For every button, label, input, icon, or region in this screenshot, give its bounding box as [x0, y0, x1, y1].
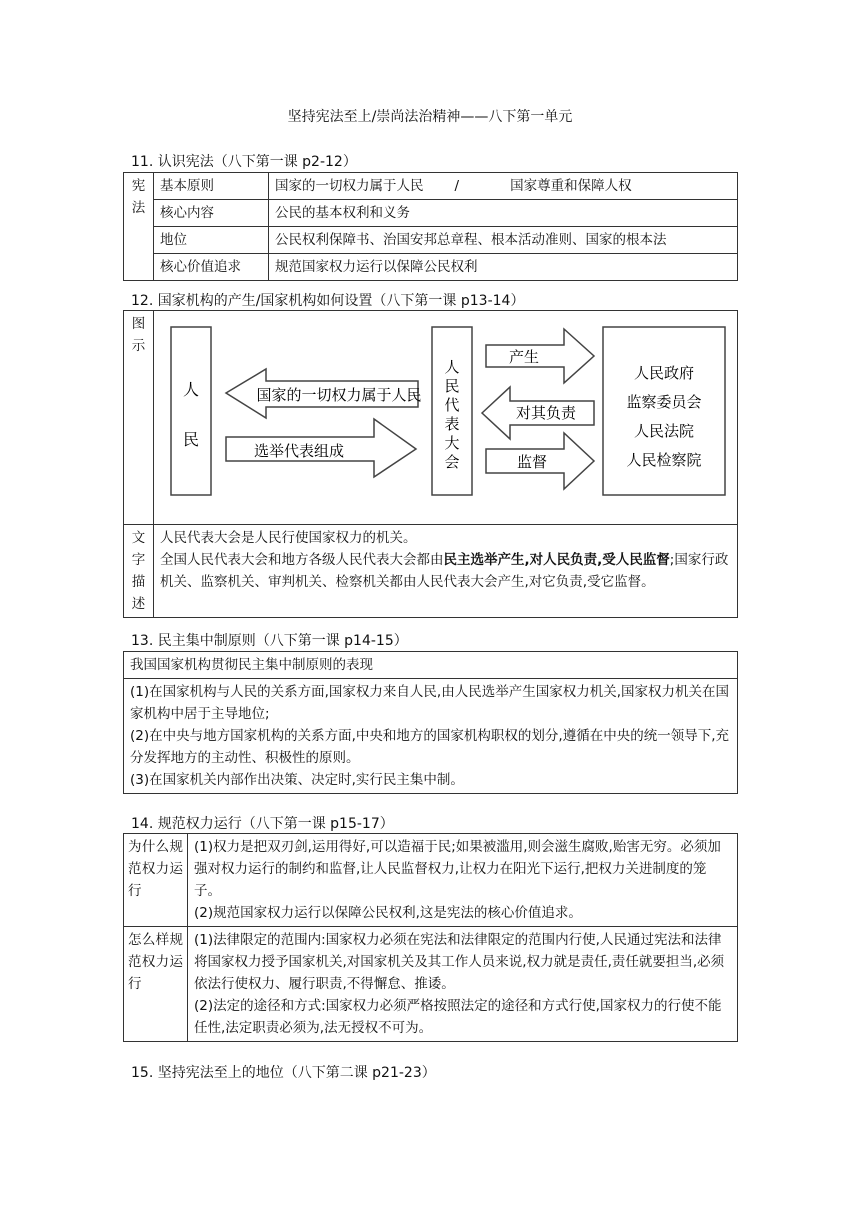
organ-label: 人民法院 [633, 422, 695, 440]
state-organs-diagram [154, 311, 738, 517]
congress-char: 表 [444, 415, 460, 433]
row-key: 地位 [154, 227, 269, 254]
congress-char: 民 [444, 377, 460, 395]
arrow-produce-label: 产生 [508, 348, 540, 366]
why-content: (1)权力是把双刃剑,运用得好,可以造福于民;如果被滥用,则会滋生腐败,贻害无穷。必须加强对权力运行的制约和监督,让人民监督权力,让权力在阳光下运行,把权力关进制度的笼子。 (2)规范国家权力运行以保障公民权利,这是宪法的核心价值追求。 [188, 834, 738, 927]
text-description: 人民代表大会是人民行使国家权力的机关。 全国人民代表大会和地方各级人民代表大会都由民主选举产生,对人民负责,受人民监督;国家行政机关、监察机关、审判机关、检察机关都由人民代表大会产生,对它负责,受它监督。 [154, 525, 738, 618]
state-organs-table [123, 310, 738, 618]
section-14-title: 14. 规范权力运行（八下第一课 p15-17） [131, 816, 394, 832]
people-char-1: 人 [182, 380, 200, 399]
table-header: 我国国家机构贯彻民主集中制原则的表现 [124, 652, 738, 679]
power-regulation-table [123, 833, 738, 1042]
row-value: 国家的一切权力属于人民 / 国家尊重和保障人权 [269, 173, 738, 200]
congress-char: 大 [444, 434, 460, 452]
organ-label: 人民政府 [633, 364, 695, 382]
diagram-side-label: 图 示 [124, 311, 154, 525]
how-label: 怎么样规范权力运行 [124, 927, 188, 1042]
constitution-table [123, 172, 738, 281]
row-value: 规范国家权力运行以保障公民权利 [269, 254, 738, 281]
row-key: 核心内容 [154, 200, 269, 227]
arrow-supervise-label: 监督 [516, 453, 548, 471]
section-12-title: 12. 国家机构的产生/国家机构如何设置（八下第一课 p13-14） [131, 293, 525, 309]
congress-char: 代 [444, 396, 460, 414]
page-title: 坚持宪法至上/崇尚法治精神——八下第一单元 [287, 109, 573, 125]
democratic-centralism-table [123, 651, 738, 794]
arrow-right-label: 选举代表组成 [253, 442, 345, 460]
row-key: 基本原则 [154, 173, 269, 200]
how-content: (1)法律限定的范围内:国家权力必须在宪法和法律限定的范围内行使,人民通过宪法和法律将国家权力授予国家机关,对国家机关及其工作人员来说,权力就是责任,责任就要担当,必须依法行使权力、履行职责,不得懈怠、推诿。 (2)法定的途径和方式:国家权力必须严格按照法定的途径和方式行使,国家权力的行使不能任性,法定职责必须为,法无授权不可为。 [188, 927, 738, 1042]
row-value: 公民权利保障书、治国安邦总章程、根本活动准则、国家的根本法 [269, 227, 738, 254]
row-value: 公民的基本权利和义务 [269, 200, 738, 227]
organs-box [603, 327, 725, 495]
people-char-2: 民 [182, 430, 200, 449]
congress-char: 人 [444, 358, 460, 376]
text-side-label: 文 字 描 述 [124, 525, 154, 618]
arrow-responsible-label: 对其负责 [515, 404, 577, 422]
section-15-title: 15. 坚持宪法至上的地位（八下第二课 p21-23） [131, 1065, 436, 1081]
section-13-title: 13. 民主集中制原则（八下第一课 p14-15） [131, 633, 408, 649]
arrow-produce-shape [486, 329, 594, 383]
organ-label: 监察委员会 [626, 393, 702, 411]
constitution-side-label: 宪 法 [124, 173, 154, 281]
diagram-cell [154, 311, 738, 525]
section-11-title: 11. 认识宪法（八下第一课 p2-12） [131, 154, 357, 170]
organ-label: 人民检察院 [626, 451, 702, 469]
arrow-left-label: 国家的一切权力属于人民 [256, 386, 422, 404]
why-label: 为什么规范权力运行 [124, 834, 188, 927]
row-key: 核心价值追求 [154, 254, 269, 281]
principle-content: (1)在国家机构与人民的关系方面,国家权力来自人民,由人民选举产生国家权力机关,国家权力机关在国家机构中居于主导地位; (2)在中央与地方国家机构的关系方面,中央和地方的国家机构职权的划分,遵循在中央的统一领导下,充分发挥地方的主动性、积极性的原则。 (3)在国家机关内部作出决策、决定时,实行民主集中制。 [124, 679, 738, 794]
congress-char: 会 [444, 453, 460, 471]
people-box [171, 327, 211, 495]
